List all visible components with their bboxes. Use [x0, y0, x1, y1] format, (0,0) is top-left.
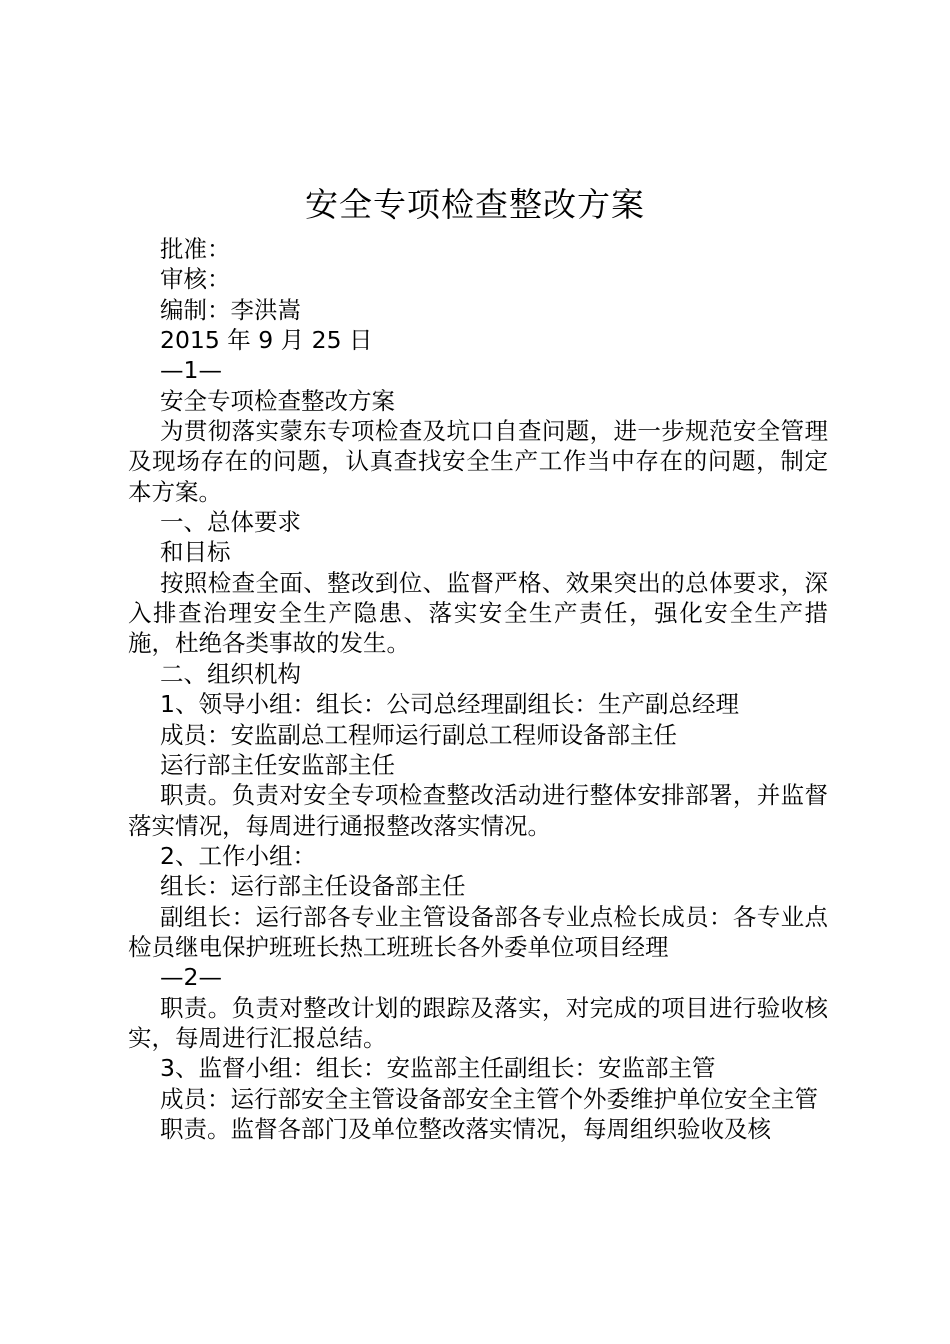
supervision-members-paragraph: 成员：运行部安全主管设备部安全主管个外委维护单位安全主管 [160, 1084, 818, 1113]
leadership-duties-paragraph: 职责。负责对安全专项检查整改活动进行整体安排部署，并监督落实情况，每周进行通报整改落实情况。 [128, 781, 828, 840]
page-number-1: —1— [160, 356, 222, 385]
working-group-heading: 2、工作小组： [160, 841, 316, 870]
document-title: 安全专项检查整改方案 [305, 185, 645, 224]
section-heading-1: 一、总体要求 [160, 508, 301, 537]
intro-paragraph: 为贯彻落实蒙东专项检查及坑口自查问题，进一步规范安全管理及现场存在的问题，认真查找安全生产工作当中存在的问题，制定本方案。 [128, 417, 828, 506]
section-heading-2: 二、组织机构 [160, 659, 301, 688]
page-number-2: —2— [160, 963, 222, 992]
author-line: 编制：李洪嵩 [160, 295, 301, 324]
section-heading-1-cont: 和目标 [160, 538, 231, 567]
working-group-duties-paragraph: 职责。负责对整改计划的跟踪及落实，对完成的项目进行验收核实，每周进行汇报总结。 [128, 993, 828, 1052]
leadership-group-line: 1、领导小组：组长：公司总经理副组长：生产副总经理 [160, 690, 739, 719]
supervision-duties-paragraph: 职责。监督各部门及单位整改落实情况，每周组织验收及核 [160, 1114, 771, 1143]
approval-line: 批准： [160, 235, 231, 263]
working-group-members-paragraph: 副组长：运行部各专业主管设备部各专业点检长成员：各专业点检员继电保护班班长热工班班长各外委单位项目经理 [128, 902, 828, 961]
supervision-group-line: 3、监督小组：组长：安监部主任副组长：安监部主管 [160, 1054, 716, 1083]
leadership-members-line: 成员：安监副总工程师运行副总工程师设备部主任 [160, 720, 677, 749]
review-line: 审核： [160, 265, 231, 294]
requirements-paragraph: 按照检查全面、整改到位、监督严格、效果突出的总体要求，深入排查治理安全生产隐患、落实安全生产责任，强化安全生产措施，杜绝各类事故的发生。 [128, 568, 828, 658]
leadership-members-cont: 运行部主任安监部主任 [160, 750, 395, 779]
subtitle: 安全专项检查整改方案 [160, 386, 395, 415]
date-line: 2015 年 9 月 25 日 [160, 326, 373, 355]
working-group-leader-line: 组长：运行部主任设备部主任 [160, 872, 466, 901]
document-body [128, 234, 828, 1144]
